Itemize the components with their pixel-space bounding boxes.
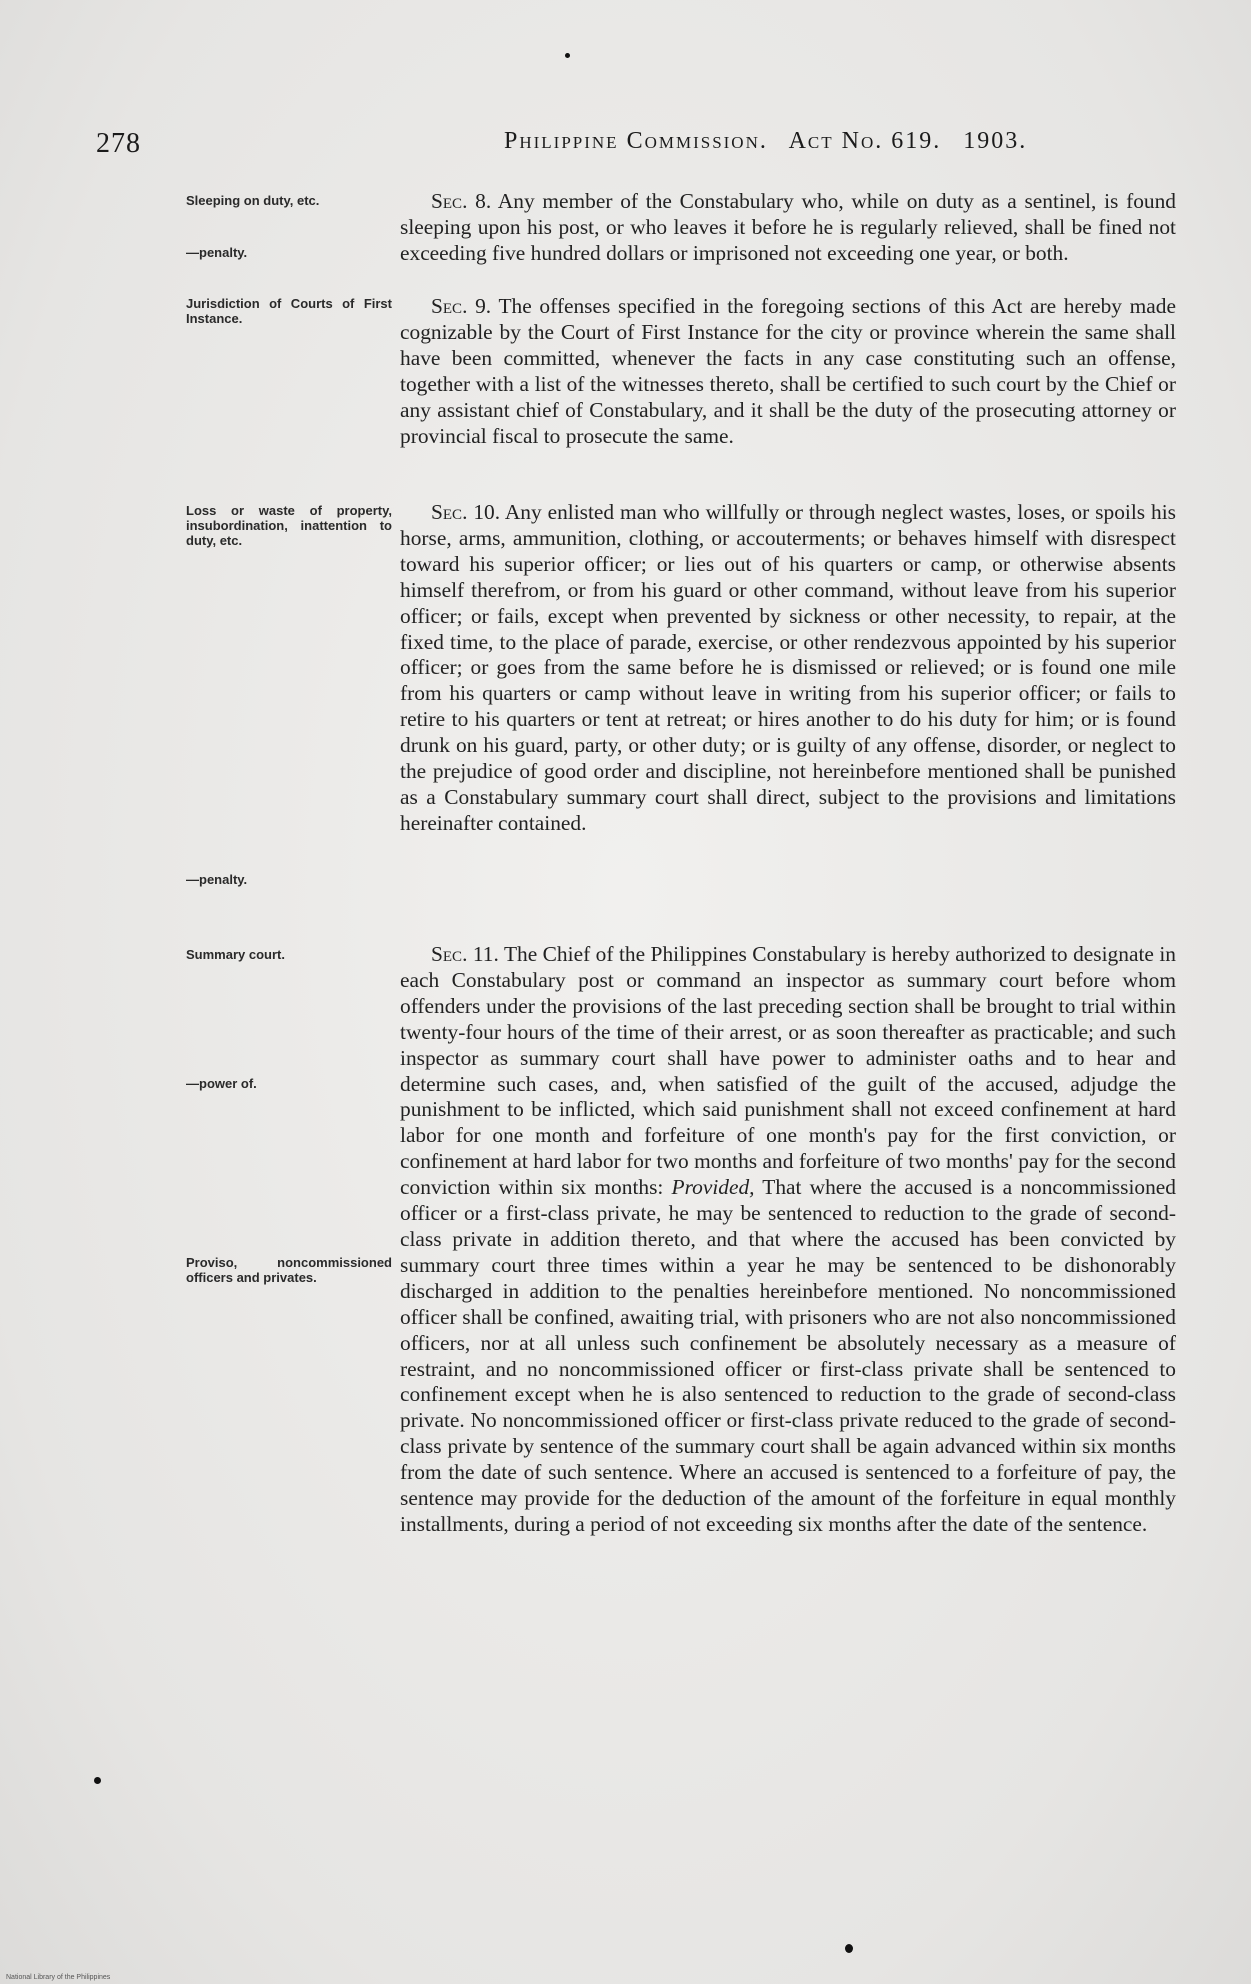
section-9-heading: Sec. 9.: [431, 294, 492, 318]
scan-speck: [845, 1944, 853, 1953]
section-11-text-after: That where the accused is a noncommissioned officer or a first-class private, he may be sentenced to reduction to the grade of second-class private in addition thereto, and that where the accused has been convicted by summary court three times within a year he may be sentenced to be dishonorably discharged in addition to the penalties hereinbefore mentioned. No noncommissioned officer shall be confined, awaiting trial, with prisoners who are not also noncommissioned officers, nor at all unless such confinement be absolutely necessary as a measure of restraint, and no noncommissioned officer or first-class private shall be sentenced to confinement except when he is also sentenced to reduction to the grade of second-class private. No noncommissioned officer or first-class private reduced to the grade of second-class private by sentence of the summary court shall be again advanced within six months from the date of such sentence. Where an accused is sentenced to a forfeiture of pay, the sentence may provide for the deduction of the amount of the forfeiture in equal monthly installments, during a period of not exceeding six months after the date of the sentence.: [400, 1175, 1176, 1536]
running-title-year: 1903.: [963, 128, 1028, 154]
section-11-proviso: Provided,: [671, 1175, 755, 1200]
section-11-heading: Sec. 11.: [431, 942, 499, 966]
section-8: [400, 189, 1176, 267]
margin-note-penalty-1: —penalty.: [186, 245, 248, 260]
margin-note-power: —power of.: [186, 1076, 257, 1091]
section-9-text: The offenses specified in the foregoing sections of this Act are hereby made cognizable by the Court of First Instance for the city or province wherein the same shall have been committed, whenever the facts in any case constituting such an offense, together with a list of the witnesses thereto, shall be certified to such court by the Chief or any assistant chief of Constabulary, and it shall be the duty of the prosecuting attorney or provincial fiscal to prosecute the same.: [400, 294, 1176, 448]
section-11: [400, 942, 1176, 1538]
scan-speck: [94, 1777, 101, 1784]
section-8-paragraph: [400, 189, 1176, 267]
page-header: [96, 128, 1081, 168]
section-10: [400, 500, 1176, 837]
section-9-paragraph: [400, 294, 1176, 449]
page-number: 278: [96, 128, 141, 159]
margin-note-summary-court: Summary court.: [186, 947, 285, 962]
section-10-paragraph: [400, 500, 1176, 837]
section-9: [400, 294, 1176, 449]
scan-speck: [565, 53, 570, 58]
running-title-act: Act No. 619.: [788, 128, 942, 154]
section-10-heading: Sec. 10.: [431, 500, 501, 524]
section-10-text: Any enlisted man who willfully or through neglect wastes, loses, or spoils his horse, arms, ammunition, clothing, or accouterments; or behaves himself with disrespect toward his superior officer; or lies out of his quarters or camp, or otherwise absents himself therefrom, or from his guard or other command, without leave from his superior officer; or fails, except when prevented by sickness or other necessity, to repair, at the fixed time, to the place of parade, exercise, or other rendezvous appointed by his superior officer; or goes from the same before he is dismissed or relieved; or is found one mile from his quarters or camp without leave in writing from his superior officer; or fails to retire to his quarters or tent at retreat; or hires another to do his duty for him; or is found drunk on his guard, party, or other duty; or is guilty of any offense, disorder, or neglect to the prejudice of good order and discipline, not hereinbefore mentioned shall be punished as a Constabulary summary court shall direct, subject to the provisions and limitations hereinafter contained.: [400, 500, 1176, 835]
section-11-paragraph: [400, 942, 1176, 1538]
margin-note-proviso: Proviso, noncommissioned officers and privates.: [186, 1255, 392, 1285]
section-8-heading: Sec. 8.: [431, 189, 492, 213]
section-8-text: Any member of the Constabulary who, while on duty as a sentinel, is found sleeping upon his post, or who leaves it before he is regularly relieved, shall be fined not exceeding five hundred dollars or imprisoned not exceeding one year, or both.: [400, 189, 1177, 265]
margin-note-jurisdiction: Jurisdiction of Courts of First Instance.: [186, 296, 392, 326]
section-11-text-before: The Chief of the Philippines Constabulary is hereby authorized to designate in each Constabulary post or command an inspector as summary court before whom offenders under the provisions of the last preceding section shall be brought to trial within twenty-four hours of the time of their arrest, or as soon thereafter as practicable; and such inspector as summary court shall have power to administer oaths and to hear and determine such cases, and, when satisfied of the guilt of the accused, adjudge the punishment to be inflicted, which said punishment shall not exceed confinement at hard labor for one month and forfeiture of one month's pay for the first conviction, or confinement at hard labor for two months and forfeiture of two months' pay for the second conviction within six months:: [400, 942, 1176, 1200]
running-title-commission: Philippine Commission.: [504, 128, 768, 154]
scan-footer: National Library of the Philippines: [6, 1974, 111, 1981]
margin-note-sleeping: Sleeping on duty, etc.: [186, 193, 320, 208]
margin-note-penalty-2: —penalty.: [186, 872, 248, 887]
running-title: [504, 128, 1041, 155]
margin-note-loss-waste: Loss or waste of property, insubordination, inattention to duty, etc.: [186, 503, 392, 548]
